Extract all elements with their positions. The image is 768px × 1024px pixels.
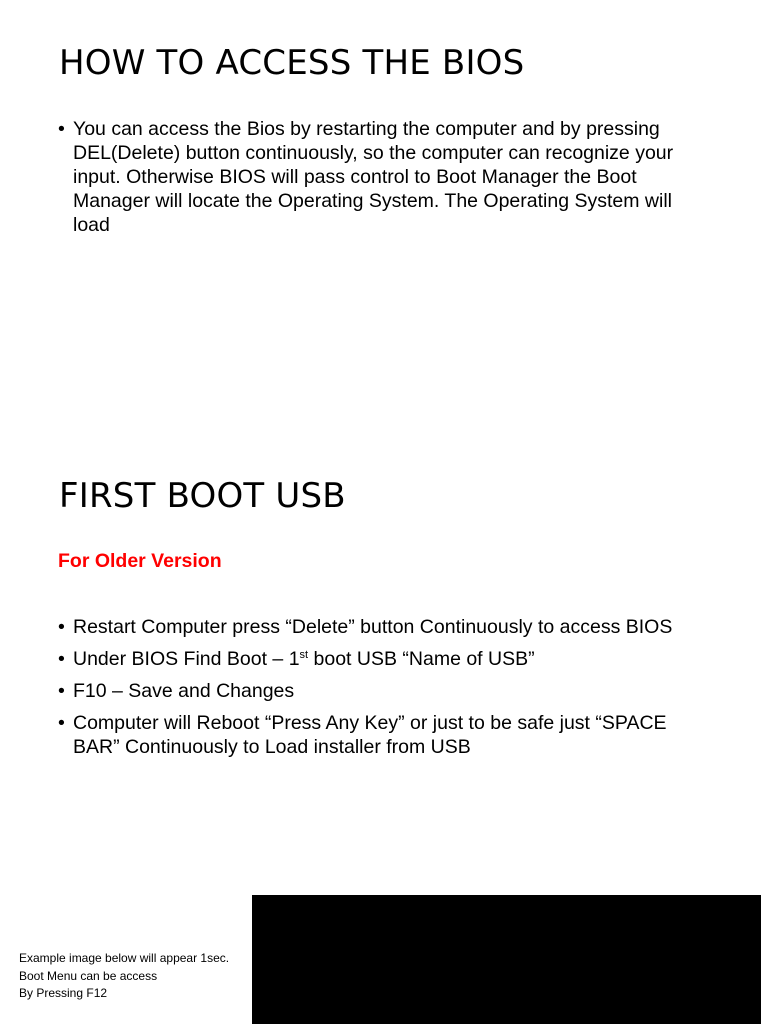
bios-bullet-list (58, 117, 708, 245)
list-item (58, 117, 708, 237)
bullet-text: You can access the Bios by restarting the computer and by pressing DEL(Delete) button continuously, so the computer can recognize your input. Otherwise BIOS will pass control to Boot Manager the Boot Manager will locate the Operating System. The Operating System will load (73, 118, 674, 236)
bullet-text: Computer will Reboot “Press Any Key” or just to be safe just “SPACE BAR” Continuously to Load installer from USB (73, 712, 667, 758)
bullet-icon: • (58, 648, 65, 670)
list-item (58, 711, 708, 759)
bullet-icon: • (58, 118, 65, 140)
boot-menu-caption (19, 950, 229, 1003)
bullet-text (73, 648, 535, 670)
boot-usb-bullet-list (58, 615, 708, 767)
section-title-bios: HOW TO ACCESS THE BIOS (59, 43, 525, 83)
bullet-text-part: boot USB “Name of USB” (308, 648, 535, 670)
boot-menu-example-image (252, 895, 761, 1024)
caption-line: By Pressing F12 (19, 986, 108, 1000)
bullet-icon: • (58, 712, 65, 734)
bullet-text-part: Under BIOS Find Boot – 1 (73, 648, 300, 670)
bullet-icon: • (58, 616, 65, 638)
bullet-icon: • (58, 680, 65, 702)
list-item (58, 615, 708, 639)
list-item (58, 647, 708, 671)
older-version-subheading: For Older Version (58, 550, 222, 572)
ordinal-superscript: st (299, 649, 309, 661)
bullet-text: F10 – Save and Changes (73, 680, 295, 702)
list-item (58, 679, 708, 703)
caption-line: Boot Menu can be access (19, 968, 158, 983)
bullet-text: Restart Computer press “Delete” button Continuously to access BIOS (73, 616, 673, 638)
section-title-first-boot-usb: FIRST BOOT USB (59, 476, 346, 516)
caption-line: Example image below will appear 1sec. (19, 951, 230, 965)
